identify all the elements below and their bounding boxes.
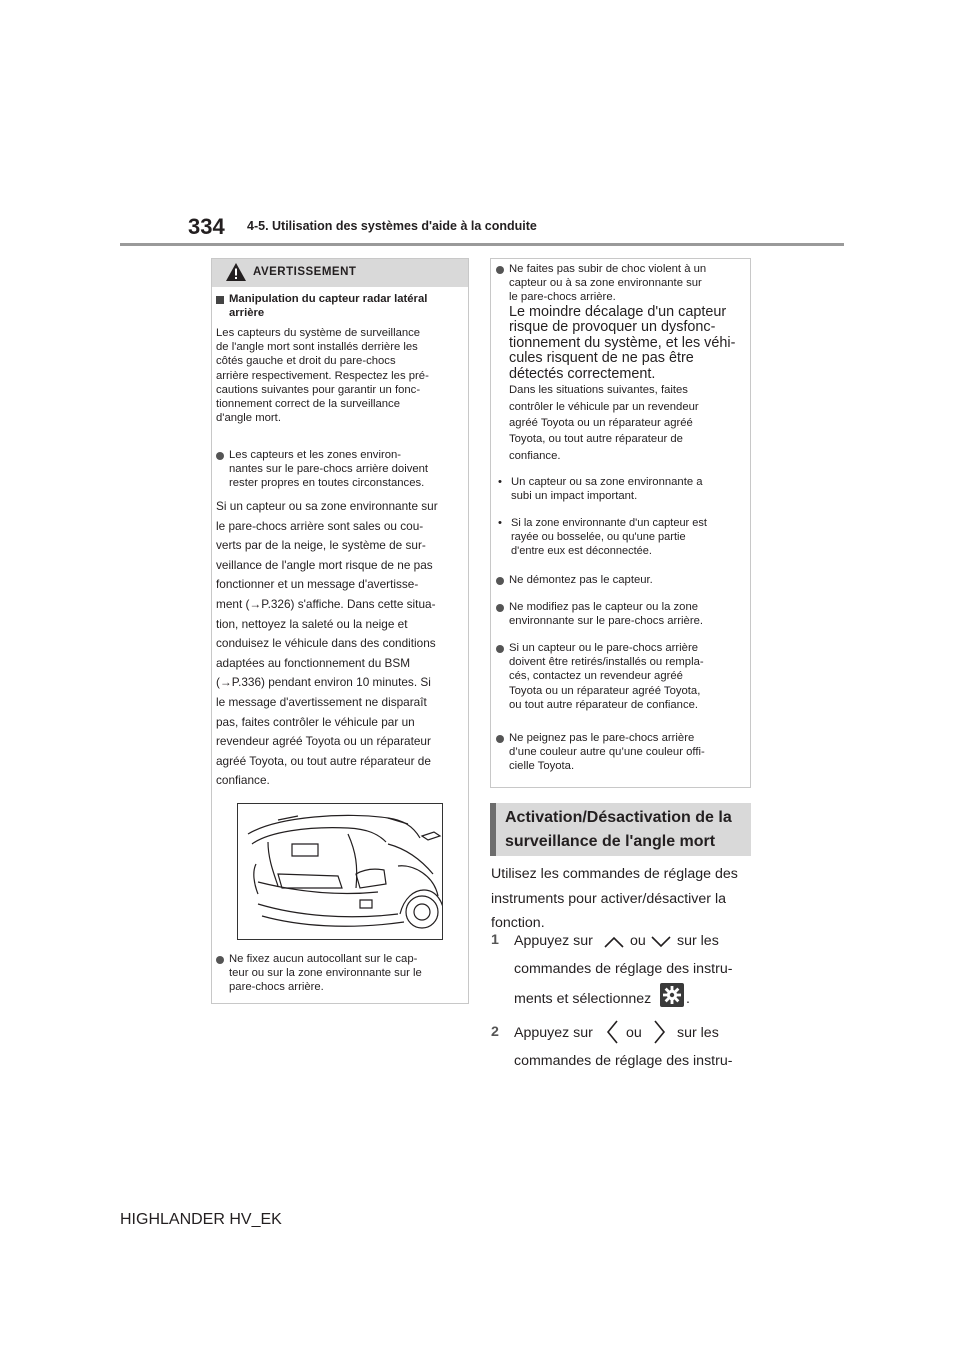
warning-triangle-icon xyxy=(225,262,247,282)
text-line: arrière respectivement. Respectez les pré- xyxy=(216,369,429,382)
warning-paragraph xyxy=(216,497,468,791)
text-line: ment (→P.326) s'affiche. Dans cette situa- xyxy=(216,596,436,611)
text-line: environnante sur le pare-chocs arrière. xyxy=(509,615,704,628)
section-title: 4-5. Utilisation des systèmes d'aide à la conduite xyxy=(247,219,537,233)
text-line: Si un capteur ou le pare-chocs arrière xyxy=(509,642,699,654)
text-line: Ne fixez aucun autocollant sur le cap- xyxy=(229,953,418,965)
warning-subtitle-line: arrière xyxy=(229,307,265,320)
text-line: Un capteur ou sa zone environnante a xyxy=(511,476,703,488)
round-bullet xyxy=(496,604,504,612)
step-2-or: ou xyxy=(626,1025,642,1041)
warning-subtitle-line: Manipulation du capteur radar latéral xyxy=(229,293,428,305)
text-line: détectés correctement. xyxy=(509,365,656,382)
text-line: rayée ou bosselée, ou qu'une partie xyxy=(511,531,686,544)
square-bullet xyxy=(216,296,224,304)
text-line: conduisez le véhicule dans des conditions xyxy=(216,636,436,651)
note-bullet-2 xyxy=(509,573,747,587)
footer-model: HIGHLANDER HV_EK xyxy=(120,1211,282,1228)
chevron-right-icon xyxy=(653,1019,667,1045)
text-line: tionnement du système, et les véhi- xyxy=(509,334,736,351)
text-line: risque de provoquer un dysfonc- xyxy=(509,319,716,336)
text-line: teur ou sur la zone environnante sur le xyxy=(229,967,422,980)
step-1-text-b: sur les xyxy=(677,933,719,949)
text-line: contrôler le véhicule par un revendeur xyxy=(509,400,699,413)
text-line: le pare-chocs arrière sont sales ou cou- xyxy=(216,518,424,533)
text-line: Les capteurs et les zones environ- xyxy=(229,449,402,461)
car-drawing xyxy=(238,804,443,940)
text-line: adaptées au fonctionnement du BSM xyxy=(216,655,411,670)
note-bullet-1 xyxy=(509,262,747,464)
text-line: d'angle mort. xyxy=(216,412,281,425)
step-1-or: ou xyxy=(630,933,646,949)
text-line: instruments pour activer/désactiver la xyxy=(491,890,726,907)
gear-icon xyxy=(660,983,684,1007)
text-line: cés, contactez un revendeur agréé xyxy=(509,670,683,683)
round-bullet xyxy=(496,645,504,653)
text-line: tion, nettoyez la saleté ou la neige et xyxy=(216,616,408,631)
note-bullet-5 xyxy=(509,731,747,774)
text-line: d’une couleur autre qu’une couleur offi- xyxy=(509,746,705,759)
text-line: fonction. xyxy=(491,915,545,931)
text-line: nantes sur le pare-chocs arrière doivent xyxy=(229,463,429,476)
chevron-up-icon xyxy=(603,935,625,949)
text-line: rester propres en toutes circonstances. xyxy=(229,477,425,490)
text-line: cautions suivantes pour garantir un fonc- xyxy=(216,383,421,396)
text-line: ou tout autre réparateur de confiance. xyxy=(509,698,699,711)
chevron-left-icon xyxy=(605,1019,619,1045)
step-1-line-3: ments et sélectionnez xyxy=(514,991,652,1007)
text-line: cules risquent de ne pas être xyxy=(509,350,694,367)
chevron-down-icon xyxy=(650,935,672,949)
text-line: fonctionner et un message d'avertisse- xyxy=(216,577,419,592)
text-line: Toyota ou un réparateur agréé Toyota, xyxy=(509,684,701,697)
warning-bullet-1 xyxy=(229,448,467,491)
warning-intro xyxy=(216,326,466,425)
step-2-line-2: commandes de réglage des instru- xyxy=(514,1053,733,1069)
text-line: confiance. xyxy=(509,449,561,462)
text-line: (→P.336) pendant environ 10 minutes. Si xyxy=(216,675,431,690)
note-sub-1 xyxy=(511,475,747,503)
text-line: agréé Toyota ou un réparateur agréé xyxy=(509,416,693,429)
round-bullet xyxy=(496,735,504,743)
text-line: doivent être retirés/installés ou rempla- xyxy=(509,656,704,669)
section-intro xyxy=(491,862,753,936)
section-heading-bar xyxy=(490,803,496,856)
note-emphasis xyxy=(509,305,747,383)
text-line: Utilisez les commandes de réglage des xyxy=(491,866,738,882)
page-number: 334 xyxy=(188,214,225,239)
sub-bullet-mark: • xyxy=(498,476,502,488)
text-line: capteur ou à sa zone environnante sur xyxy=(509,277,702,290)
round-bullet xyxy=(216,956,224,964)
text-line: tionnement correct de la surveillance xyxy=(216,398,400,411)
step-2-text-a: Appuyez sur xyxy=(514,1025,593,1041)
text-line: Ne démontez pas le capteur. xyxy=(509,574,653,586)
text-line: veillance de l'angle mort risque de ne pas xyxy=(216,557,433,572)
text-line: le message d'avertissement ne disparaît xyxy=(216,694,427,709)
round-bullet xyxy=(496,266,504,274)
note-after xyxy=(509,382,747,464)
text-line: pare-chocs arrière. xyxy=(229,981,324,994)
round-bullet xyxy=(216,452,224,460)
sub-bullet-mark: • xyxy=(498,517,502,529)
text-line: Le moindre décalage d'un capteur xyxy=(509,303,727,320)
text-line: Ne modifiez pas le capteur ou la zone xyxy=(509,601,699,613)
text-line: Les capteurs du système de surveillance xyxy=(216,327,421,339)
text-line: agréé Toyota, ou tout autre réparateur de xyxy=(216,753,431,768)
heading-line: surveillance de l'angle mort xyxy=(505,833,716,850)
text-line: d'entre eux est déconnectée. xyxy=(511,545,652,558)
text-line: Si un capteur ou sa zone environnante sur xyxy=(216,499,438,513)
heading-line: Activation/Désactivation de la xyxy=(505,809,732,826)
warning-subtitle xyxy=(229,292,465,320)
text-line: subi un impact important. xyxy=(511,490,638,503)
text-line: Si la zone environnante d'un capteur est xyxy=(511,517,707,529)
step-1-end: . xyxy=(686,991,690,1007)
note-bullet-3 xyxy=(509,600,747,628)
note-sub-2 xyxy=(511,516,747,559)
text-line: confiance. xyxy=(216,773,270,788)
car-rear-illustration xyxy=(237,803,443,940)
step-2-text-b: sur les xyxy=(677,1025,719,1041)
text-line: côtés gauche et droit du pare-chocs xyxy=(216,355,396,368)
warning-label: AVERTISSEMENT xyxy=(253,266,357,278)
text-line: le pare-chocs arrière. xyxy=(509,291,616,304)
step-1-number: 1 xyxy=(491,932,499,948)
text-line: Toyota, ou tout autre réparateur de xyxy=(509,433,683,446)
note-bullet-4 xyxy=(509,641,747,712)
header-rule xyxy=(120,243,844,246)
text-line: Dans les situations suivantes, faites xyxy=(509,384,688,397)
text-line: Ne faites pas subir de choc violent à un xyxy=(509,263,707,275)
text-line: de l'angle mort sont installés derrière les xyxy=(216,341,418,354)
section-heading xyxy=(505,806,745,854)
text-line: cielle Toyota. xyxy=(509,760,575,773)
text-line: revendeur agréé Toyota ou un réparateur xyxy=(216,734,431,749)
round-bullet xyxy=(496,577,504,585)
text-line: verts par de la neige, le système de sur- xyxy=(216,538,426,553)
step-1-text-a: Appuyez sur xyxy=(514,933,593,949)
text-line: pas, faites contrôler le véhicule par un xyxy=(216,714,415,729)
text-line: Ne peignez pas le pare-chocs arrière xyxy=(509,732,695,744)
warning-bullet-2 xyxy=(229,952,467,995)
step-1-line-2: commandes de réglage des instru- xyxy=(514,961,733,977)
step-2-number: 2 xyxy=(491,1024,499,1040)
